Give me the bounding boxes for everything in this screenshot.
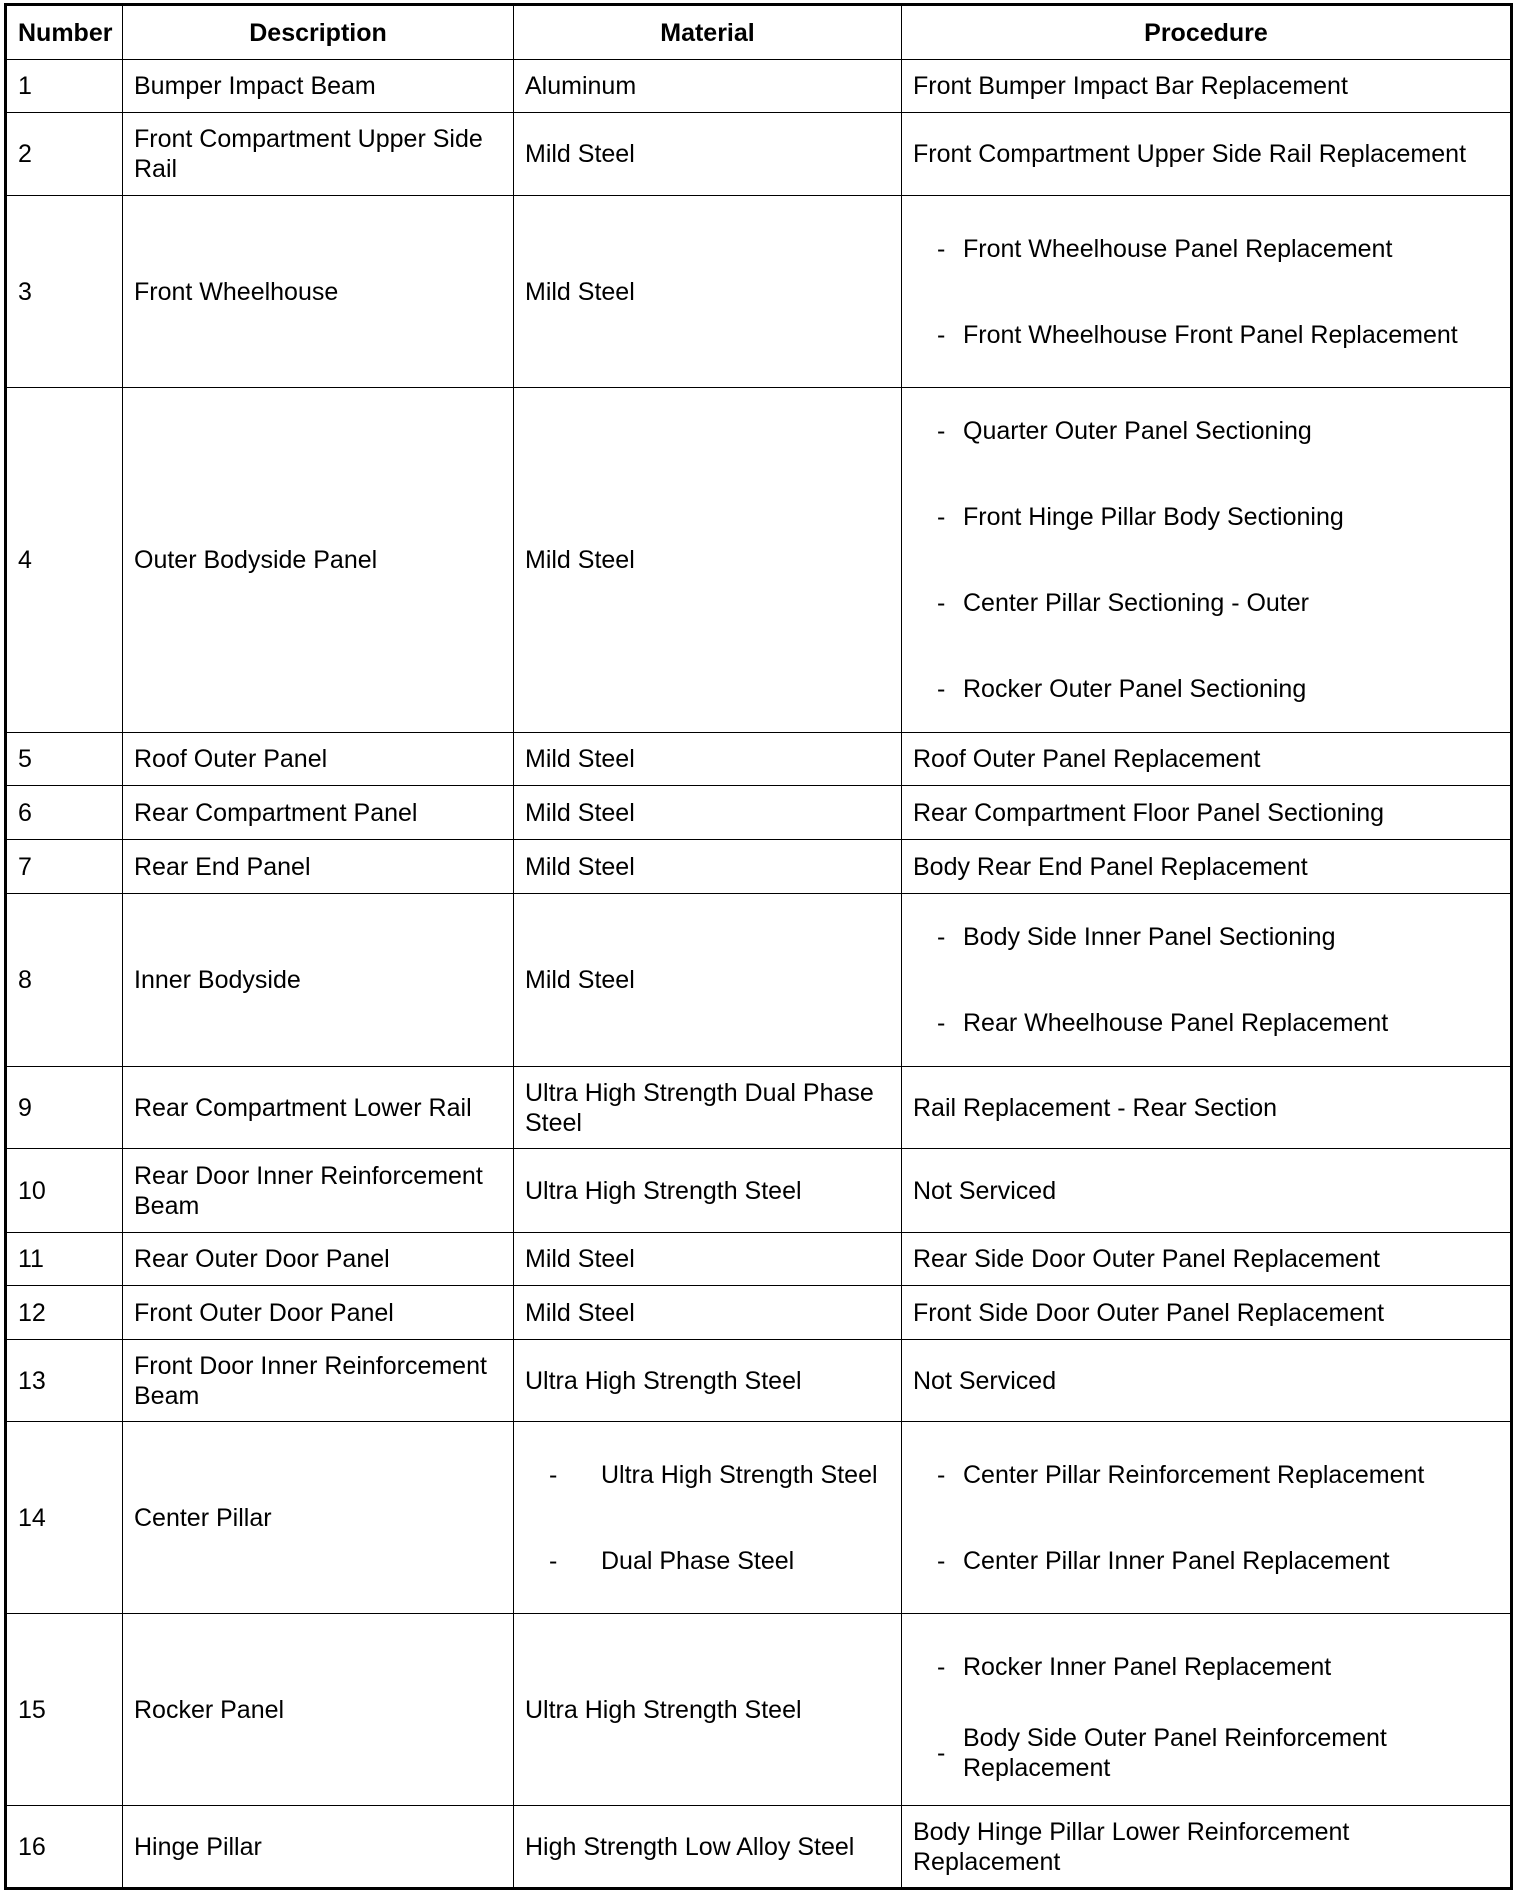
header-procedure: Procedure	[902, 5, 1512, 60]
cell-material: Mild Steel	[514, 196, 902, 388]
cell-number: 1	[6, 60, 123, 113]
cell-procedure: Rear Compartment Floor Panel Sectioning	[902, 786, 1512, 840]
material-list	[525, 1432, 890, 1604]
table-row	[6, 840, 1512, 894]
table-row	[6, 1614, 1512, 1806]
bullet-dash: -	[937, 320, 946, 349]
procedure-item-text: Center Pillar Reinforcement Replacement	[963, 1460, 1425, 1489]
table-row	[6, 1806, 1512, 1889]
bullet-dash: -	[937, 417, 946, 445]
procedure-item-text: Quarter Outer Panel Sectioning	[963, 417, 1312, 445]
cell-procedure	[902, 1614, 1512, 1806]
cell-material: Ultra High Strength Steel	[514, 1340, 902, 1422]
table-row	[6, 1067, 1512, 1149]
cell-procedure: Rail Replacement - Rear Section	[902, 1067, 1512, 1149]
cell-material: Ultra High Strength Dual Phase Steel	[514, 1067, 902, 1149]
bullet-dash: -	[937, 923, 946, 951]
procedure-list-item	[913, 1624, 1499, 1710]
cell-procedure: Front Side Door Outer Panel Replacement	[902, 1286, 1512, 1340]
bullet-dash: -	[937, 1652, 946, 1681]
cell-description: Front Door Inner Reinforcement Beam	[123, 1340, 514, 1422]
bullet-dash: -	[937, 675, 946, 703]
procedure-list	[913, 1432, 1499, 1604]
cell-procedure	[902, 1422, 1512, 1614]
procedure-item-text: Body Side Inner Panel Sectioning	[963, 923, 1336, 951]
table-row	[6, 1149, 1512, 1233]
procedure-list-item	[913, 894, 1499, 980]
bullet-dash: -	[937, 503, 946, 531]
material-item-text: Dual Phase Steel	[601, 1546, 795, 1575]
cell-number: 8	[6, 894, 123, 1067]
bullet-dash: -	[937, 234, 946, 263]
procedure-list	[913, 206, 1499, 378]
procedure-list-item	[913, 474, 1499, 560]
cell-description: Inner Bodyside	[123, 894, 514, 1067]
bullet-dash: -	[937, 1460, 946, 1489]
cell-procedure: Not Serviced	[902, 1149, 1512, 1233]
table-row	[6, 388, 1512, 733]
cell-description: Rear Compartment Lower Rail	[123, 1067, 514, 1149]
procedure-list-item	[913, 646, 1499, 732]
cell-number: 5	[6, 733, 123, 786]
procedure-item-text: Rear Wheelhouse Panel Replacement	[963, 1009, 1389, 1037]
cell-number: 9	[6, 1067, 123, 1149]
cell-number: 3	[6, 196, 123, 388]
cell-procedure	[902, 894, 1512, 1067]
procedure-item-text: Center Pillar Inner Panel Replacement	[963, 1546, 1390, 1575]
bullet-dash: -	[937, 1009, 946, 1037]
table-row	[6, 1422, 1512, 1614]
cell-description: Rear End Panel	[123, 840, 514, 894]
procedure-list-item	[913, 388, 1499, 474]
cell-procedure	[902, 196, 1512, 388]
cell-material: Aluminum	[514, 60, 902, 113]
cell-description: Front Wheelhouse	[123, 196, 514, 388]
procedure-list	[913, 388, 1499, 732]
header-number: Number	[6, 5, 123, 60]
bullet-dash: -	[937, 589, 946, 617]
cell-description: Rear Compartment Panel	[123, 786, 514, 840]
cell-number: 15	[6, 1614, 123, 1806]
cell-description: Outer Bodyside Panel	[123, 388, 514, 733]
cell-number: 12	[6, 1286, 123, 1340]
cell-material: Mild Steel	[514, 1286, 902, 1340]
cell-material	[514, 1422, 902, 1614]
cell-description: Hinge Pillar	[123, 1806, 514, 1889]
cell-number: 13	[6, 1340, 123, 1422]
cell-material: Mild Steel	[514, 113, 902, 196]
cell-number: 7	[6, 840, 123, 894]
cell-description: Rear Outer Door Panel	[123, 1233, 514, 1286]
procedure-list	[913, 894, 1499, 1066]
table-body	[6, 60, 1512, 1889]
procedure-item-text: Front Hinge Pillar Body Sectioning	[963, 503, 1344, 531]
bullet-dash: -	[549, 1460, 558, 1489]
header-material: Material	[514, 5, 902, 60]
cell-procedure: Front Bumper Impact Bar Replacement	[902, 60, 1512, 113]
cell-procedure: Roof Outer Panel Replacement	[902, 733, 1512, 786]
bullet-dash: -	[549, 1546, 558, 1575]
table-row	[6, 894, 1512, 1067]
cell-number: 10	[6, 1149, 123, 1233]
procedure-item-text: Rocker Inner Panel Replacement	[963, 1652, 1332, 1681]
cell-procedure	[902, 388, 1512, 733]
bullet-dash: -	[937, 1738, 946, 1767]
table-row	[6, 1340, 1512, 1422]
header-row	[6, 5, 1512, 60]
table-row	[6, 1286, 1512, 1340]
bullet-dash: -	[937, 1546, 946, 1575]
cell-number: 14	[6, 1422, 123, 1614]
cell-material: Mild Steel	[514, 894, 902, 1067]
table-row	[6, 1233, 1512, 1286]
cell-procedure: Rear Side Door Outer Panel Replacement	[902, 1233, 1512, 1286]
procedure-list	[913, 1624, 1499, 1796]
cell-procedure: Front Compartment Upper Side Rail Replacement	[902, 113, 1512, 196]
cell-number: 11	[6, 1233, 123, 1286]
procedure-item-text: Center Pillar Sectioning - Outer	[963, 589, 1309, 617]
table-row	[6, 60, 1512, 113]
cell-description: Bumper Impact Beam	[123, 60, 514, 113]
procedure-list-item	[913, 206, 1499, 292]
cell-number: 6	[6, 786, 123, 840]
cell-material: High Strength Low Alloy Steel	[514, 1806, 902, 1889]
material-list-item	[525, 1432, 890, 1518]
cell-material: Mild Steel	[514, 786, 902, 840]
cell-description: Front Outer Door Panel	[123, 1286, 514, 1340]
parts-table-container	[4, 3, 1510, 1890]
procedure-list-item	[913, 292, 1499, 378]
cell-description: Roof Outer Panel	[123, 733, 514, 786]
cell-procedure: Body Rear End Panel Replacement	[902, 840, 1512, 894]
cell-description: Front Compartment Upper Side Rail	[123, 113, 514, 196]
cell-material: Mild Steel	[514, 1233, 902, 1286]
table-row	[6, 733, 1512, 786]
cell-number: 4	[6, 388, 123, 733]
table-row	[6, 113, 1512, 196]
cell-description: Rear Door Inner Reinforcement Beam	[123, 1149, 514, 1233]
table-row	[6, 196, 1512, 388]
table-row	[6, 786, 1512, 840]
cell-number: 16	[6, 1806, 123, 1889]
procedure-list-item	[913, 1710, 1499, 1796]
material-item-text: Ultra High Strength Steel	[601, 1460, 878, 1489]
procedure-list-item	[913, 560, 1499, 646]
cell-material: Ultra High Strength Steel	[514, 1614, 902, 1806]
cell-description: Rocker Panel	[123, 1614, 514, 1806]
procedure-item-text: Rocker Outer Panel Sectioning	[963, 675, 1307, 703]
cell-number: 2	[6, 113, 123, 196]
procedure-list-item	[913, 1432, 1499, 1518]
cell-material: Mild Steel	[514, 840, 902, 894]
procedure-item-text: Body Side Outer Panel Reinforcement Replacement	[963, 1723, 1387, 1782]
cell-procedure: Body Hinge Pillar Lower Reinforcement Replacement	[902, 1806, 1512, 1889]
cell-material: Mild Steel	[514, 733, 902, 786]
cell-procedure: Not Serviced	[902, 1340, 1512, 1422]
procedure-list-item	[913, 1518, 1499, 1604]
procedure-item-text: Front Wheelhouse Panel Replacement	[963, 234, 1393, 263]
header-description: Description	[123, 5, 514, 60]
procedure-list-item	[913, 980, 1499, 1066]
cell-material: Ultra High Strength Steel	[514, 1149, 902, 1233]
parts-table	[4, 3, 1513, 1890]
procedure-item-text: Front Wheelhouse Front Panel Replacement	[963, 320, 1458, 349]
cell-description: Center Pillar	[123, 1422, 514, 1614]
material-list-item	[525, 1518, 890, 1604]
cell-material: Mild Steel	[514, 388, 902, 733]
